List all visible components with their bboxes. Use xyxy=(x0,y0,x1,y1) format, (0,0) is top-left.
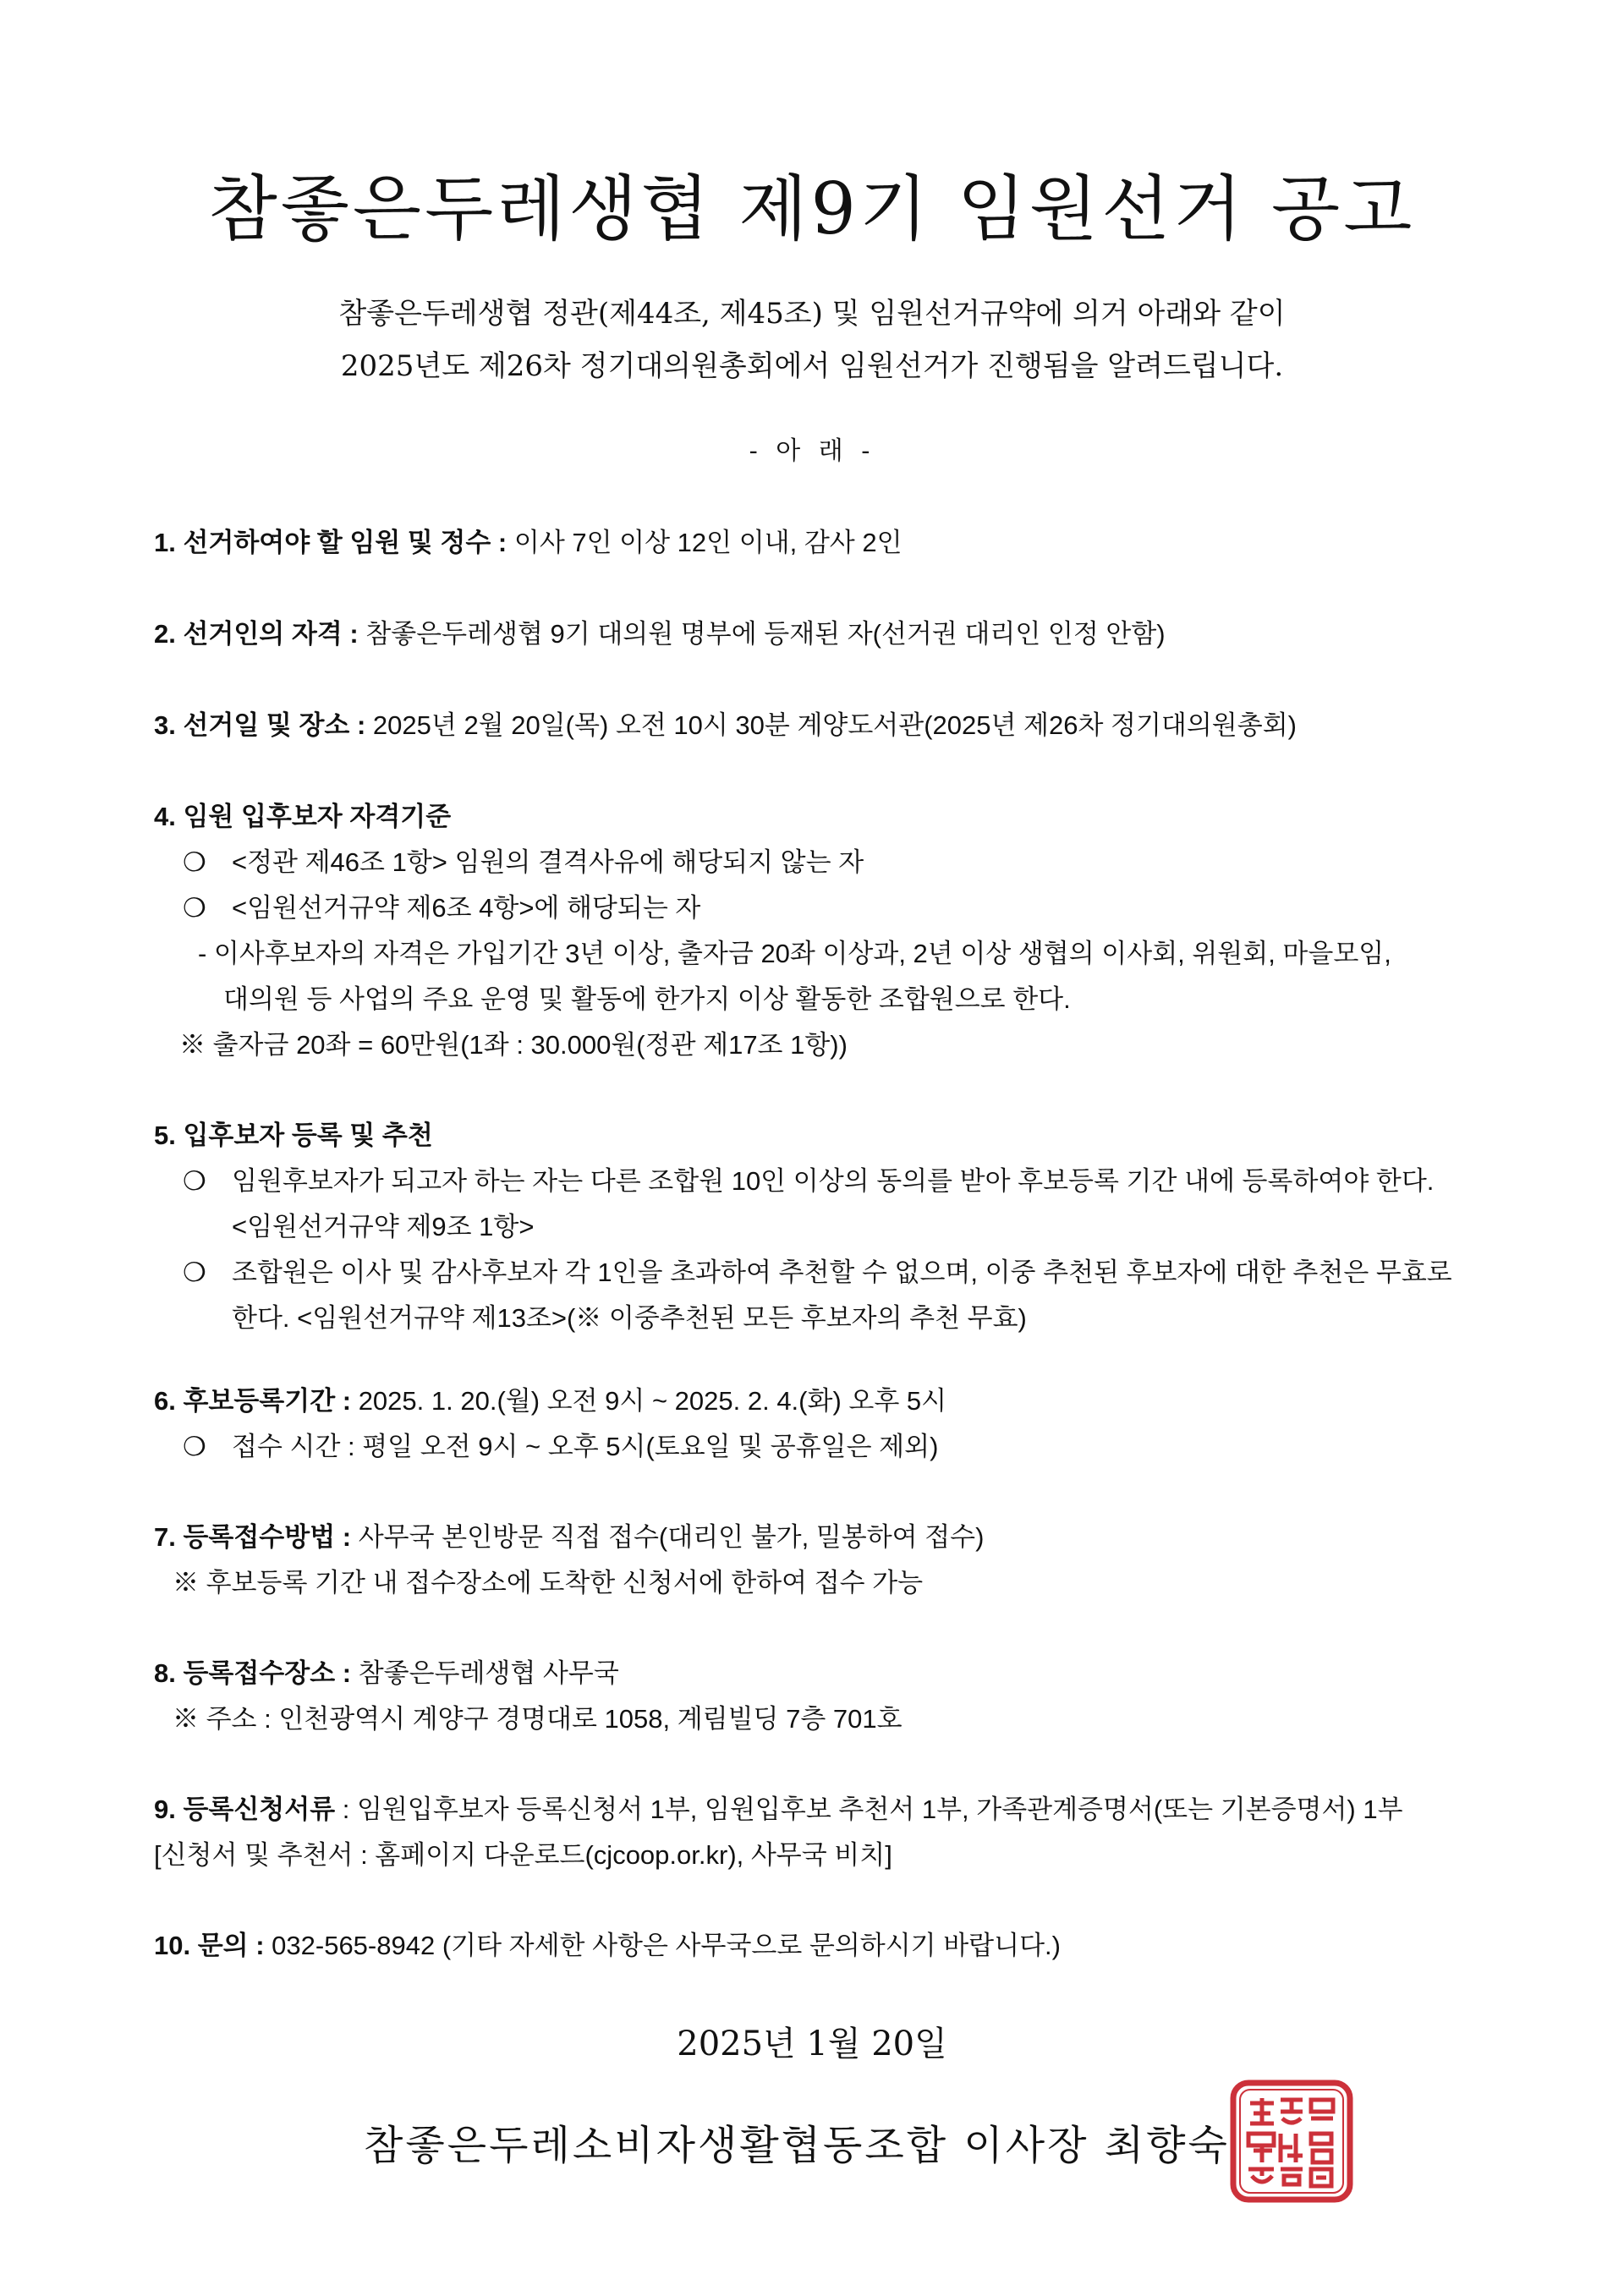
page-title: 참좋은두레생협 제9기 임원선거 공고 xyxy=(208,167,1416,250)
below-marker: - 아 래 - xyxy=(749,436,875,466)
section-7 xyxy=(154,1515,1507,1606)
section-3-heading: 3. 선거일 및 장소 : xyxy=(154,710,366,740)
list-item-continuation: <임원선거규약 제9조 1항> xyxy=(232,1212,535,1241)
section-2-text: 참좋은두레생협 9기 대의원 명부에 등재된 자(선거권 대리인 인정 안함) xyxy=(358,619,1166,649)
section-1 xyxy=(154,520,1507,566)
list-item xyxy=(154,1159,1507,1204)
circle-bullet-icon: ❍ xyxy=(183,847,206,877)
intro-line-1: 참좋은두레생협 정관(제44조, 제45조) 및 임원선거규약에 의거 아래와 같이 xyxy=(338,297,1286,331)
section-10-heading: 10. 문의 : xyxy=(154,1931,265,1960)
section-7-heading: 7. 등록접수방법 : xyxy=(154,1522,352,1552)
list-item xyxy=(154,885,1507,931)
list-item-text: <정관 제46조 1항> 임원의 결격사유에 해당되지 않는 자 xyxy=(232,847,864,877)
issue-date: 2025년 1월 20일 xyxy=(677,2025,947,2063)
official-seal-icon xyxy=(1228,2078,1355,2205)
section-9-heading: 9. 등록신청서류 xyxy=(154,1795,336,1824)
section-9-text: : 임원입후보자 등록신청서 1부, 임원입후보 추천서 1부, 가족관계증명서(또는 기본증명서) 1부 xyxy=(335,1795,1403,1824)
address-note: ※ 주소 : 인천광역시 계양구 경명대로 1058, 계림빌딩 7층 701호 xyxy=(173,1704,903,1734)
section-10 xyxy=(154,1923,1507,1969)
section-2-heading: 2. 선거인의 자격 : xyxy=(154,619,359,649)
intro-line-2: 2025년도 제26차 정기대의원총회에서 임원선거가 진행됨을 알려드립니다. xyxy=(340,349,1284,383)
section-3 xyxy=(154,703,1507,748)
intro-paragraph xyxy=(0,288,1624,392)
circle-bullet-icon: ❍ xyxy=(183,893,206,923)
list-item xyxy=(154,1250,1507,1296)
section-7-text: 사무국 본인방문 직접 접수(대리인 불가, 밀봉하여 접수) xyxy=(351,1522,985,1552)
dash-item-line-2: 대의원 등 사업의 주요 운영 및 활동에 한가지 이상 활동한 조합원으로 한다. xyxy=(223,984,1071,1014)
section-8 xyxy=(154,1651,1507,1742)
section-3-text: 2025년 2월 20일(목) 오전 10시 30분 계양도서관(2025년 제26차 정기대의원총회) xyxy=(365,710,1297,740)
list-item-text: <임원선거규약 제6조 4항>에 해당되는 자 xyxy=(232,893,701,923)
list-item xyxy=(154,1424,1507,1470)
list-item-text: 접수 시간 : 평일 오전 9시 ~ 오후 5시(토요일 및 공휴일은 제외) xyxy=(232,1432,939,1461)
section-4 xyxy=(154,794,1507,1068)
note-text: ※ 후보등록 기간 내 접수장소에 도착한 신청서에 한하여 접수 가능 xyxy=(173,1568,924,1597)
section-9 xyxy=(154,1787,1507,1878)
list-item xyxy=(154,840,1507,885)
note-text: ※ 출자금 20좌 = 60만원(1좌 : 30.000원(정관 제17조 1항)) xyxy=(179,1030,848,1060)
section-9-line-2: [신청서 및 추천서 : 홈페이지 다운로드(cjcoop.or.kr), 사무국 비치] xyxy=(154,1840,892,1870)
section-8-heading: 8. 등록접수장소 : xyxy=(154,1658,352,1688)
section-5 xyxy=(154,1113,1507,1341)
dash-item-line-1: - 이사후보자의 자격은 가입기간 3년 이상, 출자금 20좌 이상과, 2년 이상 생협의 이사회, 위원회, 마을모임, xyxy=(198,939,1391,968)
list-item-text: 조합원은 이사 및 감사후보자 각 1인을 초과하여 추천할 수 없으며, 이중 추천된 후보자에 대한 추천은 무효로 xyxy=(232,1258,1452,1287)
section-8-text: 참좋은두레생협 사무국 xyxy=(351,1658,619,1688)
circle-bullet-icon: ❍ xyxy=(183,1258,206,1287)
circle-bullet-icon: ❍ xyxy=(183,1432,206,1461)
section-2 xyxy=(154,611,1507,657)
section-1-heading: 1. 선거하여야 할 임원 및 정수 : xyxy=(154,528,508,557)
section-6-heading: 6. 후보등록기간 : xyxy=(154,1386,352,1416)
section-6 xyxy=(154,1378,1507,1470)
circle-bullet-icon: ❍ xyxy=(183,1166,206,1196)
section-4-heading: 4. 임원 입후보자 자격기준 xyxy=(154,802,452,831)
section-5-heading: 5. 입후보자 등록 및 추천 xyxy=(154,1121,433,1150)
section-10-text: 032-565-8942 (기타 자세한 사항은 사무국으로 문의하시기 바랍니다.) xyxy=(264,1931,1061,1960)
list-item-text: 임원후보자가 되고자 하는 자는 다른 조합원 10인 이상의 동의를 받아 후보등록 기간 내에 등록하여야 한다. xyxy=(232,1166,1435,1196)
list-item-continuation: 한다. <임원선거규약 제13조>(※ 이중추천된 모든 후보자의 추천 무효) xyxy=(232,1303,1027,1333)
signature-line: 참좋은두레소비자생활협동조합 이사장 최향숙 xyxy=(364,2122,1230,2169)
section-6-text: 2025. 1. 20.(월) 오전 9시 ~ 2025. 2. 4.(화) 오후 5시 xyxy=(351,1386,947,1416)
section-1-text: 이사 7인 이상 12인 이내, 감사 2인 xyxy=(507,528,903,557)
